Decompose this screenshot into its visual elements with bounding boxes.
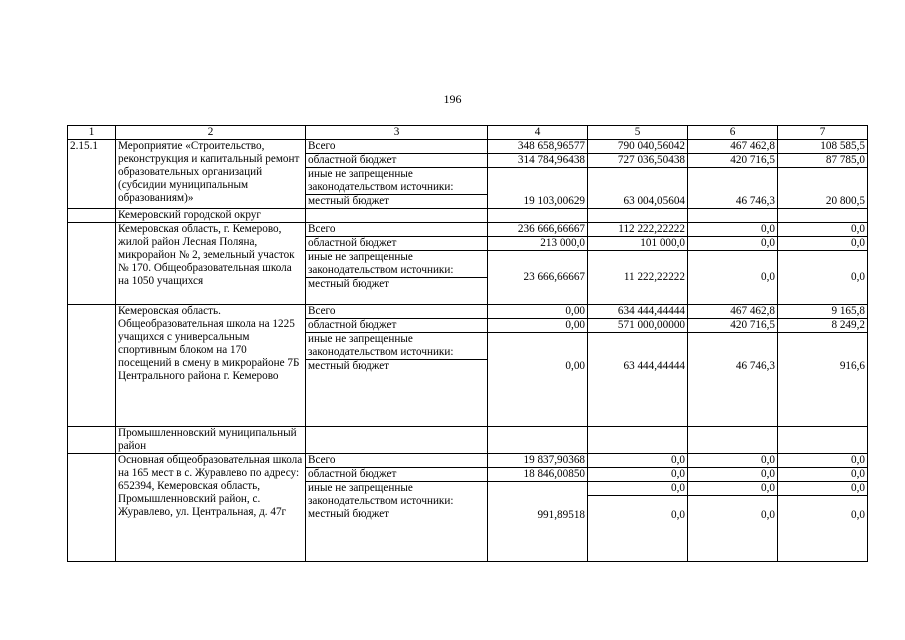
source-label: иные не запрещенные законодательством источники: [306,333,488,360]
value-cell: 8 249,2 [778,319,868,333]
value-cell: 0,00 [488,333,588,427]
value-cell: 571 000,00000 [588,319,688,333]
empty-cell [68,209,116,223]
source-label: Всего [306,305,488,319]
empty-cell [588,209,688,223]
budget-table [67,125,868,562]
value-cell: 0,0 [688,482,778,496]
source-label [306,168,488,195]
source-other-label: иные не запрещенные законодательством источники: [308,482,454,507]
empty-cell [68,223,116,305]
value-cell: 0,0 [688,496,778,562]
empty-cell [306,427,488,454]
value-cell: 0,0 [688,251,778,305]
value-cell: 420 716,5 [688,319,778,333]
col-header: 1 [68,126,116,140]
value-cell: 236 666,66667 [488,223,588,237]
value-cell: 348 658,96577 [488,140,588,154]
empty-cell [588,427,688,454]
source-local-label: местный бюджет [308,508,390,520]
value-cell: 46 746,3 [688,333,778,427]
row-description: Мероприятие «Строительство, реконструкция и капитальный ремонт образовательных организаций (субсидии муниципальным образованиям)» [116,140,306,209]
value-cell: 0,0 [778,454,868,468]
value-cell: 634 444,44444 [588,305,688,319]
value-cell: 916,6 [778,333,868,427]
value-cell: 46 746,3 [688,168,778,209]
source-label: областной бюджет [306,319,488,333]
source-label: областной бюджет [306,237,488,251]
source-label: местный бюджет [306,360,488,427]
source-label: местный бюджет [306,278,488,305]
value-cell: 63 444,44444 [588,333,688,427]
value-cell: 991,89518 [488,482,588,562]
row-description: Основная общеобразовательная школа на 165 мест в с. Журавлево по адресу: 652394, Кемеровская область, Промышленновский район, с. Журавлево, ул. Центральная, д. 47г [116,454,306,562]
value-cell: 63 004,05604 [588,168,688,209]
value-cell: 87 785,0 [778,154,868,168]
table-row [68,305,868,319]
table-row [68,454,868,468]
value-cell: 467 462,8 [688,305,778,319]
district-row [68,427,868,454]
empty-cell [778,209,868,223]
source-label [306,482,488,562]
source-label: местный бюджет [306,195,488,209]
row-code: 2.15.1 [68,140,116,209]
value-cell: 0,0 [588,482,688,496]
value-cell: 0,0 [688,237,778,251]
table-row [68,223,868,237]
value-cell: 18 846,00850 [488,468,588,482]
page-number: 196 [443,92,462,106]
value-cell: 0,0 [778,468,868,482]
value-cell: 11 222,22222 [588,251,688,305]
value-cell: 0,0 [688,223,778,237]
value-cell: 112 222,22222 [588,223,688,237]
source-label: областной бюджет [306,468,488,482]
value-cell: 108 585,5 [778,140,868,154]
col-header: 3 [306,126,488,140]
header-row [68,126,868,140]
value-cell: 727 036,50438 [588,154,688,168]
value-cell: 0,0 [778,223,868,237]
empty-cell [68,427,116,454]
empty-cell [306,209,488,223]
value-cell: 0,0 [688,454,778,468]
empty-cell [488,427,588,454]
value-cell: 0,0 [778,251,868,305]
value-cell: 0,00 [488,305,588,319]
value-cell: 467 462,8 [688,140,778,154]
empty-cell [688,427,778,454]
empty-cell [778,427,868,454]
value-cell: 420 716,5 [688,154,778,168]
value-cell: 0,0 [778,482,868,496]
value-cell: 0,0 [588,454,688,468]
value-cell: 790 040,56042 [588,140,688,154]
value-cell: 9 165,8 [778,305,868,319]
value-cell: 23 666,66667 [488,251,588,305]
value-cell: 0,0 [778,237,868,251]
source-label: иные не запрещенные законодательством источники: [306,251,488,278]
value-cell: 19 103,00629 [488,168,588,209]
col-header: 6 [688,126,778,140]
source-label: Всего [306,140,488,154]
source-label: областной бюджет [306,154,488,168]
row-description: Кемеровская область, г. Кемерово, жилой район Лесная Поляна, микрорайон № 2, земельный участок № 170. Общеобразовательная школа на 1050 учащихся [116,223,306,305]
empty-cell [488,209,588,223]
value-cell: 0,00 [488,319,588,333]
value-cell: 0,0 [588,468,688,482]
source-label: Всего [306,223,488,237]
value-cell: 101 000,0 [588,237,688,251]
empty-cell [68,454,116,562]
table-row [68,140,868,154]
value-cell: 19 837,90368 [488,454,588,468]
district-row [68,209,868,223]
value-cell: 0,0 [688,468,778,482]
value-cell: 0,0 [588,496,688,562]
value-cell: 20 800,5 [778,168,868,209]
col-header: 2 [116,126,306,140]
source-label: Всего [306,454,488,468]
col-header: 4 [488,126,588,140]
value-cell: 213 000,0 [488,237,588,251]
value-cell: 314 784,96438 [488,154,588,168]
empty-cell [68,305,116,427]
row-description: Кемеровская область. Общеобразовательная школа на 1225 учащихся с универсальным спортивным блоком на 170 посещений в смену в микрорайоне 7Б Центрального района г. Кемерово [116,305,306,427]
district-name: Кемеровский городской округ [116,209,306,223]
district-name: Промышленновский муниципальный район [116,427,306,454]
empty-cell [688,209,778,223]
col-header: 5 [588,126,688,140]
col-header: 7 [778,126,868,140]
value-cell: 0,0 [778,496,868,562]
source-other-label: иные не запрещенные законодательством источники: [308,168,454,193]
